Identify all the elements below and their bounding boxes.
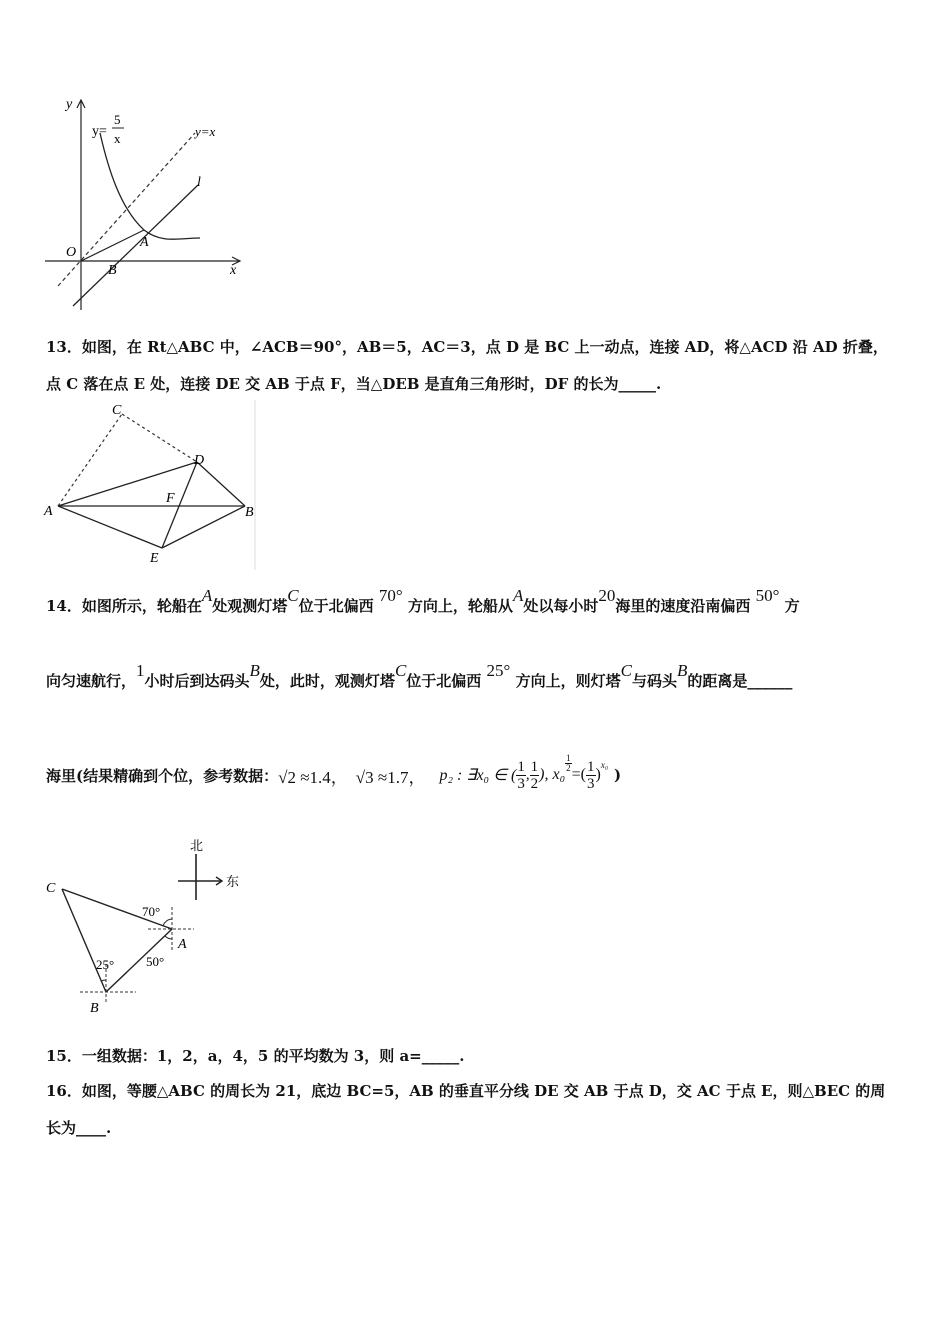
q14-var-a: A — [512, 586, 524, 605]
sqrt3-approx: √3 ≈1.7， — [355, 767, 426, 787]
fraction-num: 1 — [566, 752, 571, 763]
question-13-line-2: 点 C 落在点 E 处，连接 DE 交 AB 于点 F，当△DEB 是直角三角形时，DF 的长为_____. — [46, 375, 662, 393]
figure-triangle-fold — [40, 400, 270, 570]
equals: =( — [571, 766, 586, 783]
fraction-den: 2 — [530, 775, 539, 792]
segment-cd-dashed — [122, 414, 197, 462]
fraction-num: 1 — [530, 758, 539, 775]
origin-label: O — [66, 245, 77, 260]
comma: , — [525, 766, 530, 783]
angle-70-label: 70° — [142, 904, 161, 919]
y-axis-label: y — [66, 97, 73, 112]
x-axis-label: x — [230, 263, 237, 278]
q14-text: 向匀速航行， — [46, 672, 137, 690]
q14-var-a: A — [201, 586, 213, 605]
q14-text: 方 — [784, 597, 800, 615]
figure-lighthouse-bearing — [40, 832, 250, 1022]
segment-ad — [58, 462, 197, 506]
exponent-half — [565, 754, 572, 773]
q14-text: 方向上，则灯塔 — [515, 672, 621, 690]
q14-var-b: B — [249, 661, 260, 680]
close-paren: ) — [613, 766, 622, 784]
q14-text: 海里的速度沿南偏西 — [615, 597, 751, 615]
q14-text: 与码头 — [631, 672, 677, 690]
point-c-label: C — [46, 881, 56, 896]
point-f-label: F — [166, 491, 175, 506]
exponent-x0: x₀ — [600, 760, 608, 770]
line-y-equals-x — [58, 133, 195, 286]
q14-var-c: C — [287, 586, 299, 605]
hyperbola-curve — [100, 133, 200, 239]
point-a-label: A — [140, 235, 149, 250]
q14-hours: 1 — [136, 661, 145, 680]
fraction-one-half — [530, 759, 540, 792]
question-16-line-2: 长为____. — [46, 1119, 112, 1137]
point-a-label: A — [44, 504, 53, 519]
paren: ) — [595, 766, 601, 783]
line-yx-label: y=x — [195, 124, 216, 139]
proposition-p2: p₂ : ∃x₀ ∈ ( — [439, 767, 517, 784]
point-d-label: D — [194, 453, 205, 468]
fraction-den: 2 — [566, 762, 571, 773]
fraction-den: 3 — [587, 775, 595, 792]
segment-oa — [81, 230, 144, 261]
question-16-line-1: 16．如图，等腰△ABC 的周长为 21，底边 BC=5，AB 的垂直平分线 DE 交 AB 于点 D，交 AC 于点 E，则△BEC 的周 — [46, 1082, 886, 1100]
q14-text: 处观测灯塔 — [212, 597, 288, 615]
q14-var-c: C — [394, 661, 407, 680]
question-13-line-1: 13．如图，在 Rt△ABC 中，∠ACB＝90°，AB＝5，AC＝3，点 D 是 BC 上一动点，连接 AD，将△ACD 沿 AD 折叠， — [46, 338, 888, 356]
curve-label-num: 5 — [114, 112, 121, 127]
angle-50-arc — [165, 936, 172, 939]
segment-cb — [62, 889, 106, 992]
segment-ae — [58, 506, 162, 548]
fraction-den: 3 — [517, 775, 525, 792]
curve-label-prefix: y= — [92, 124, 107, 139]
question-14-line-2 — [46, 661, 793, 691]
q14-speed: 20 — [598, 586, 616, 605]
segment-ac-dashed — [58, 414, 122, 506]
q14-text: 的距离是______ — [687, 672, 793, 690]
q14-angle-50: 50° — [755, 586, 780, 605]
question-14-line-1 — [46, 586, 800, 635]
q14-text: 14．如图所示，轮船在 — [46, 597, 202, 615]
fraction-one-third — [586, 759, 596, 792]
q14-text: 处以每小时 — [523, 597, 599, 615]
angle-25-label: 25° — [96, 957, 115, 972]
segment-db — [197, 462, 245, 506]
point-b-label: B — [245, 505, 254, 520]
q14-text: 方向上，轮船从 — [407, 597, 513, 615]
point-a-label: A — [178, 937, 187, 952]
q14-text: 处，此时，观测灯塔 — [259, 672, 395, 690]
segment-eb — [162, 506, 245, 548]
sqrt2-approx: √2 ≈1.4， — [278, 767, 348, 787]
figure-hyperbola-graph — [40, 88, 255, 313]
q14-text: 小时后到达码头 — [144, 672, 250, 690]
q14-text: 位于北偏西 — [298, 597, 374, 615]
compass-north-label: 北 — [190, 838, 204, 853]
x0-base: ), x₀ — [539, 766, 566, 783]
question-14-line-3 — [46, 750, 621, 800]
point-e-label: E — [150, 551, 159, 566]
angle-25-arc — [101, 980, 106, 981]
angle-50-label: 50° — [146, 954, 165, 969]
q14-var-b: B — [676, 661, 688, 680]
fraction-num: 1 — [587, 758, 595, 775]
q14-text: 海里(结果精确到个位，参考数据： — [46, 766, 279, 785]
line-l — [73, 185, 198, 306]
compass-east-label: 东 — [226, 874, 240, 889]
q14-text: 位于北偏西 — [406, 672, 482, 690]
question-15: 15．一组数据：1，2，a，4，5 的平均数为 3，则 a=_____. — [46, 1047, 465, 1065]
point-b-label: B — [108, 263, 117, 278]
fraction-one-third — [516, 759, 526, 792]
point-b-label: B — [90, 1001, 99, 1016]
angle-70-arc — [163, 919, 172, 926]
curve-label-den: x — [114, 131, 121, 146]
q14-var-c: C — [620, 661, 632, 680]
q14-angle-70: 70° — [378, 586, 403, 605]
fraction-num: 1 — [517, 758, 525, 775]
line-l-label: l — [197, 175, 201, 190]
q14-angle-25: 25° — [486, 661, 511, 680]
point-c-label: C — [112, 403, 122, 418]
